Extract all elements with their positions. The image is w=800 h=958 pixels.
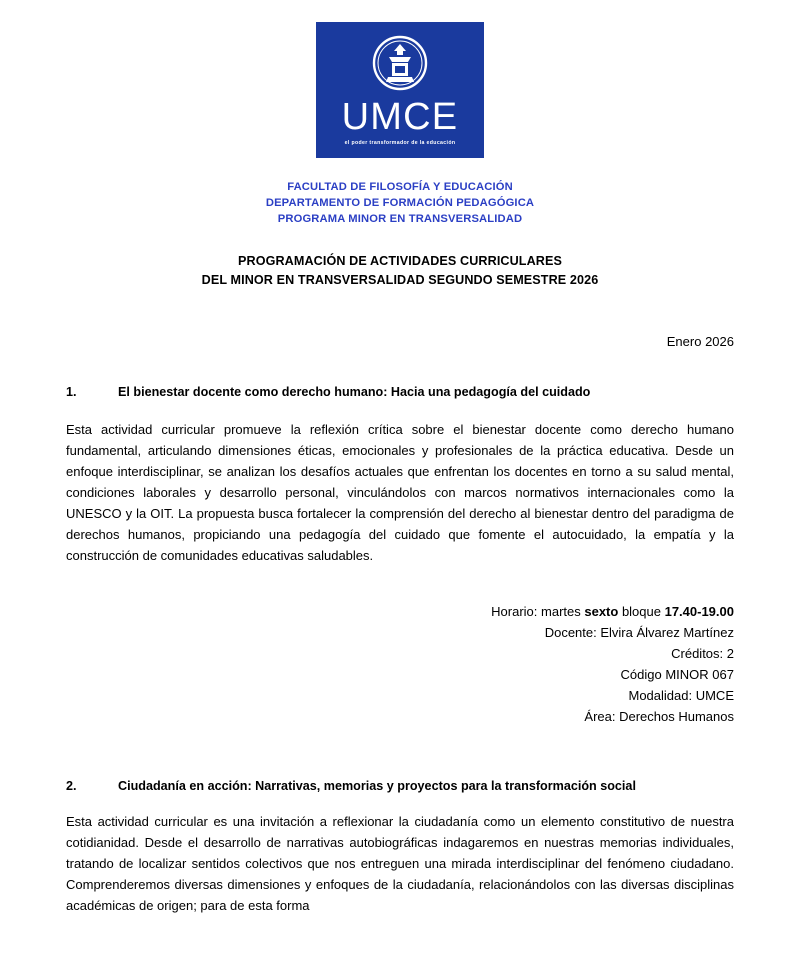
unit-heading-program: PROGRAMA MINOR EN TRANSVERSALIDAD [277,212,523,225]
umce-logo [316,22,484,158]
activity-title: Ciudadanía en acción: Narrativas, memorias y proyectos para la transformación social [118,779,636,794]
activity-heading [66,779,734,793]
document-date: Enero 2026 [666,333,734,349]
unit-heading-faculty: FACULTAD DE FILOSOFÍA Y EDUCACIÓN [287,181,513,193]
activity-item [66,779,734,916]
logo-tagline: el poder transformador de la educación [344,140,456,146]
unit-heading-department: DEPARTAMENTO DE FORMACIÓN PEDAGÓGICA [265,196,535,209]
activity-number: 2. [66,779,77,794]
metadata-modalidad: Modalidad: UMCE [628,688,734,704]
metadata-area: Área: Derechos Humanos [584,709,734,725]
activity-number: 1. [66,384,77,399]
activity-item [66,385,734,728]
activity-heading [66,385,734,399]
activity-description: Esta actividad curricular es una invitación a reflexionar la ciudadanía como un elemento constitutivo de nuestra cotidianidad. Desde el desarrollo de narrativas autobiográficas indagaremos en nuestras memorias individuales, tratando de localizar sentidos colectivos que nos entreguen una mirada interdisciplinar del fenómeno ciudadano. Comprenderemos diversas dimensiones y enfoques de la ciudadanía, relacionándolos con las diversas disciplinas académicas de origen; para de esta forma [66,814,734,914]
page-title [66,252,734,290]
metadata-horario-time: 17.40-19.00 [664,603,734,619]
university-crest-icon [370,33,430,93]
page-title-line-1: PROGRAMACIÓN DE ACTIVIDADES CURRICULARES [238,253,562,268]
activity-metadata [66,601,734,727]
activity-description: Esta actividad curricular promueve la reflexión crítica sobre el bienestar docente como derecho humano fundamental, articulando dimensiones éticas, emocionales y profesionales de la práctica educativa. Desde un enfoque interdisciplinar, se analizan los desafíos actuales que enfrentan los docentes en torno a su salud mental, condiciones laborales y desarrollo personal, vinculándolos con marcos normativos internacionales como la UNESCO y la OIT. La propuesta busca fortalecer la comprensión del derecho al bienestar dentro del paradigma de derechos humanos, propiciando una pedagogía del cuidado que fomente el autocuidado, la empatía y la construcción de comunidades educativas saludables. [66,421,734,563]
metadata-docente: Docente: Elvira Álvarez Martínez [544,624,734,640]
logo-container [66,0,734,158]
activity-title: El bienestar docente como derecho humano: Hacia una pedagogía del cuidado [118,384,591,399]
unit-heading [66,180,734,228]
metadata-horario-mid: bloque [618,603,665,619]
metadata-codigo: Código MINOR 067 [620,666,734,682]
metadata-horario-bloque: sexto [584,603,619,619]
page-title-line-2: DEL MINOR EN TRANSVERSALIDAD SEGUNDO SEMESTRE 2026 [201,272,599,287]
metadata-horario [66,601,734,622]
metadata-creditos: Créditos: 2 [671,645,734,661]
metadata-horario-prefix: Horario: martes [491,603,585,619]
logo-wordmark: UMCE [341,96,459,138]
